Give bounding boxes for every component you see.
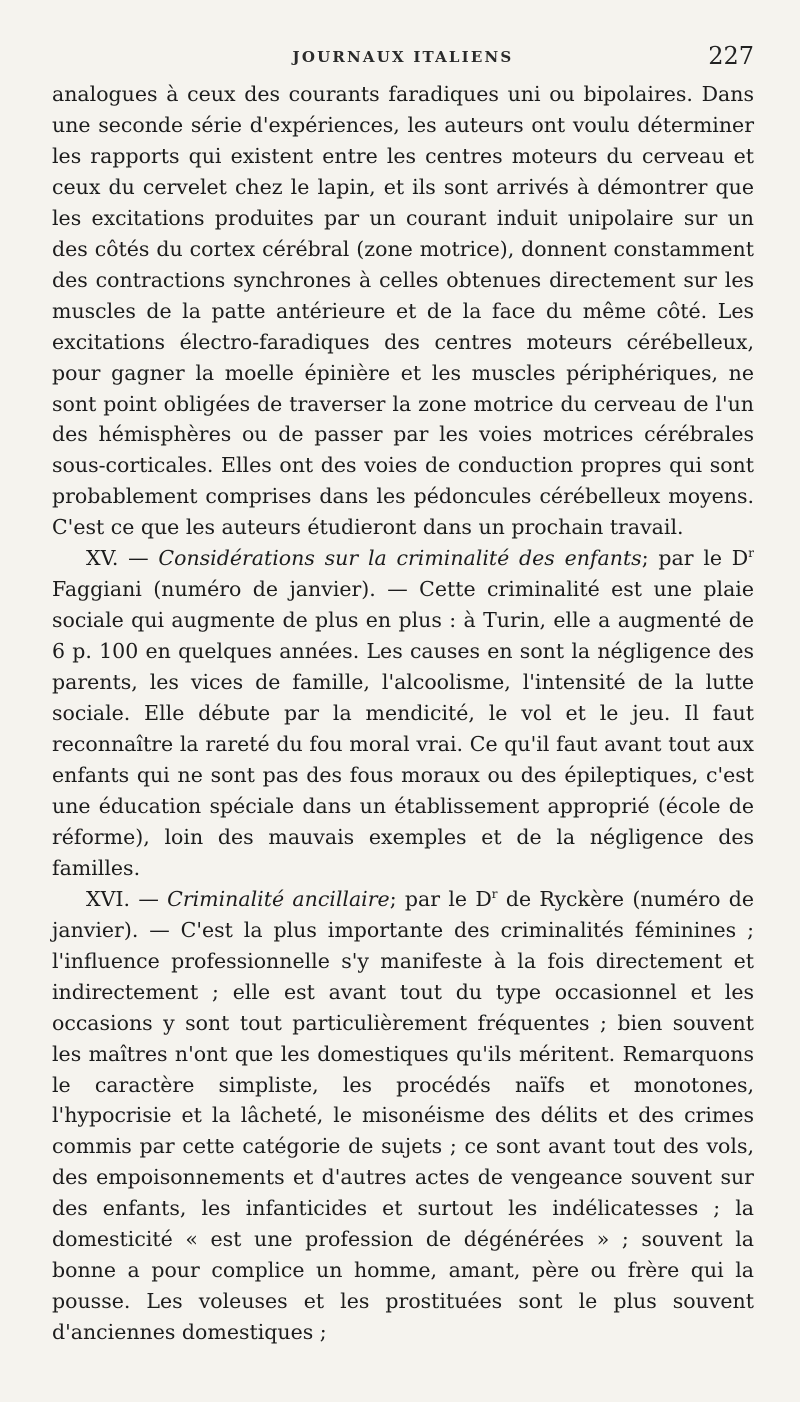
byline: ; par le D [389,886,492,911]
page-number: 227 [708,42,754,70]
section-xv [52,543,754,883]
byline: ; par le D [641,546,749,571]
paragraph-text: de Ryckère (numéro de janvier). — C'est la plus importante des criminalités féminines ; l'influence professionnelle s'y manifeste à la fois directement et indirectement ; elle est avant tout du type occasionnel et les occasions y sont tout particulièrement fréquentes ; bien souvent les maîtres n'ont que les domestiques qu'ils méritent. Remarquons le caractère simpliste, les procédés naïfs et monotones, l'hypocrisie et la lâcheté, le misonéisme des délits et des crimes commis par cette catégorie de sujets ; ce sont avant tout des vols, des empoisonnements et d'autres actes de vengeance souvent sur des enfants, les infanticides et surtout les indélicatesses ; la domesticité « est une profession de dégénérées » ; souvent la bonne a pour complice un homme, amant, père ou frère qui la pousse. Les voleuses et les prostituées sont le plus souvent d'anciennes domestiques ; [52,886,754,1345]
paragraph-text: Faggiani (numéro de janvier). — Cette criminalité est une plaie sociale qui augmente de plus en plus : à Turin, elle a augmenté de 6 p. 100 en quelques années. Les causes en sont la négligence des parents, les vices de famille, l'alcoolisme, l'intensité de la lutte sociale. Elle débute par la mendicité, le vol et le jeu. Il faut reconnaître la rareté du fou moral vrai. Ce qu'il faut avant tout aux enfants qui ne sont pas des fous moraux ou des épileptiques, c'est une éducation spéciale dans un établissement approprié (école de réforme), loin des mauvais exemples et de la négligence des familles. [52,577,754,880]
title-abbrev-sup: r [491,886,498,901]
section-number: XV. — [86,546,149,571]
article-title: Criminalité ancillaire [167,886,390,911]
body-text [52,79,754,1348]
article-title: Considérations sur la criminalité des enfants [158,546,642,571]
page-header [52,38,754,74]
running-title: JOURNAUX ITALIENS [292,48,514,66]
paragraph-continuation [52,79,754,543]
title-abbrev-sup: r [748,546,754,561]
paragraph-text: analogues à ceux des courants faradiques uni ou bipolaires. Dans une seconde série d'expériences, les auteurs ont voulu déterminer les rapports qui existent entre les centres moteurs du cerveau et ceux du cervelet chez le lapin, et ils sont arrivés à démontrer que les excitations produites par un courant induit unipolaire sur un des côtés du cortex cérébral (zone motrice), donnent constamment des contractions synchrones à celles obtenues directement sur les muscles de la patte antérieure et de la face du même côté. Les excitations électro-faradiques des centres moteurs cérébelleux, pour gagner la moelle épinière et les muscles périphériques, ne sont point obligées de traverser la zone motrice du cerveau de l'un des hémisphères ou de passer par les voies motrices cérébrales sous-corticales. Elles ont des voies de conduction propres qui sont probablement comprises dans les pédoncules cérébelleux moyens. C'est ce que les auteurs étudieront dans un prochain travail. [52,82,754,540]
section-number: XVI. — [86,886,159,911]
section-xvi [52,884,754,1348]
